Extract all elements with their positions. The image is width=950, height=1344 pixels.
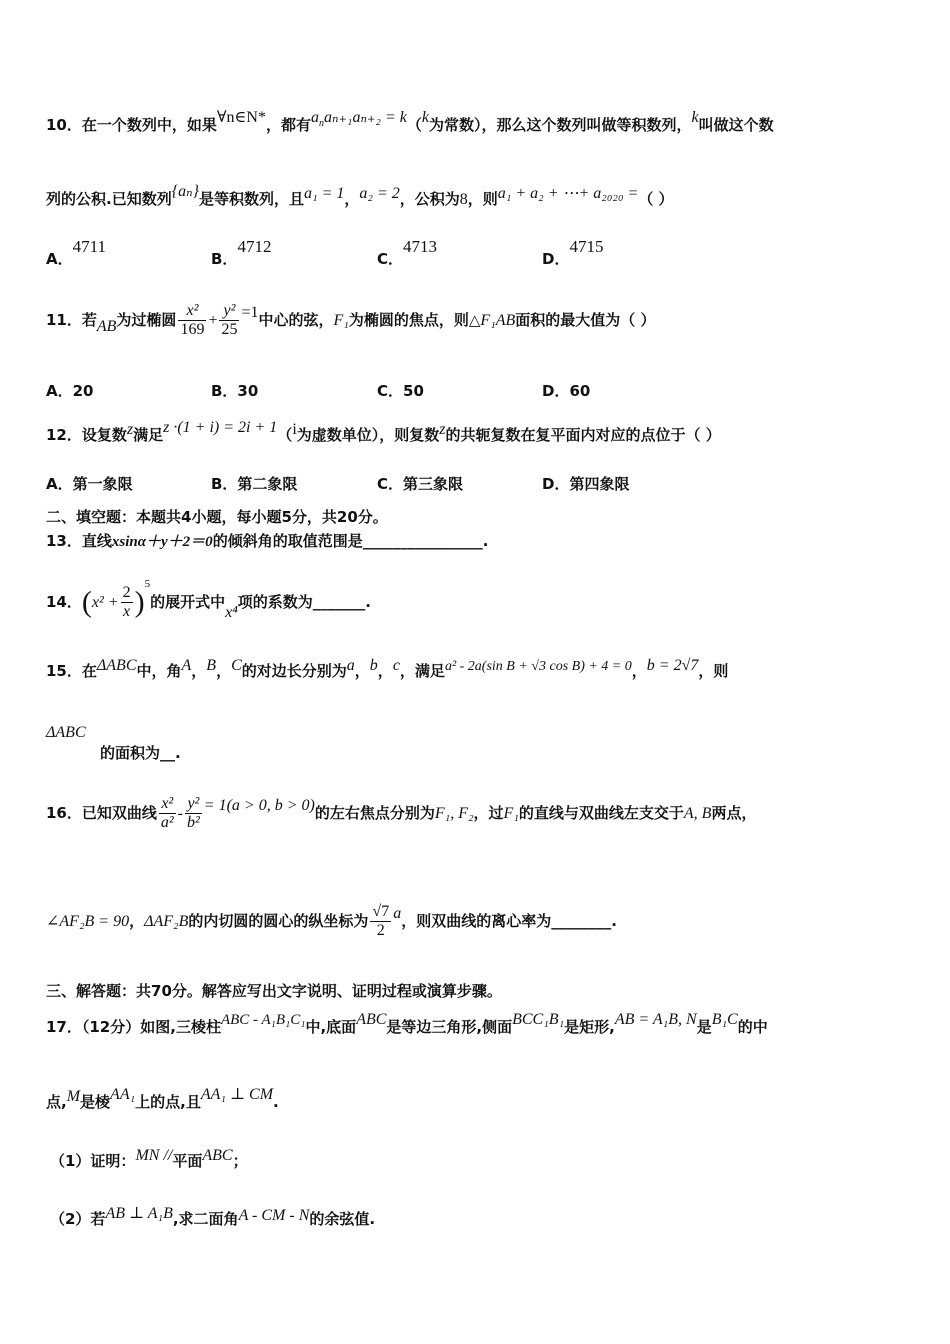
q15-tri-math: ΔABC [96, 657, 137, 674]
q12-option-b: B．第二象限 [211, 475, 298, 493]
q15-A-math: A [181, 657, 192, 674]
q10-seq-math: {aₙ} [171, 183, 199, 200]
q16-text: 的内切圆的圆心的纵坐标为 [188, 912, 369, 930]
q16-minus: - [177, 805, 183, 822]
q16-text: 两点， [711, 804, 757, 822]
q10-line1 [46, 109, 774, 141]
q17-text: 的余弦值. [309, 1210, 376, 1228]
q16-tri-math: ΔAF₂B [144, 913, 189, 930]
q10-text: ，公积为 [399, 190, 460, 208]
q11-eq: =1 [241, 304, 259, 321]
q16-angle-math: ∠AF₂B = 90 [46, 913, 130, 930]
q17-text: 是 [696, 1018, 712, 1036]
q15-cond-math: a² - 2a(sin B + √3 cos B) + 4 = 0 [444, 659, 632, 674]
q15-comma: ， [216, 662, 232, 680]
q14-x4-math: x⁴ [225, 604, 238, 621]
q17-text: （1）证明： [50, 1152, 136, 1170]
q11-text: 为过椭圆 [116, 311, 177, 329]
q15-B-math: B [206, 657, 217, 674]
q13-text: 的倾斜角的取值范围是________________. [212, 532, 489, 550]
q11-option-d: D．60 [542, 382, 591, 400]
q15-comma: ， [191, 662, 207, 680]
q17-perp-math: AA₁ ⊥ CM [200, 1086, 274, 1103]
q11-plus: + [208, 312, 218, 329]
q14-paren-right: ) [134, 585, 145, 619]
q17-text: ； [232, 1152, 248, 1170]
q17-text: 平面 [172, 1152, 203, 1170]
q10-sum-math: a₁ + a₂ + ⋯+ a₂₀₂₀ = [497, 185, 639, 202]
section3-heading: 三、解答题：共70分。解答应写出文字说明、证明过程或演算步骤。 [46, 982, 502, 1000]
q16-foci-math: F₁, F₂ [434, 805, 474, 822]
q10-option-a: A．4711 [46, 237, 106, 268]
q14-power: 5 [144, 578, 151, 590]
q17-prism-math: ABC - A₁B₁C₁ [220, 1012, 306, 1028]
q16-frac-x: $\frac{\text{x²}}{\text{a²}}$ [160, 795, 174, 831]
q16-eq-math: = 1(a > 0, b > 0) [203, 797, 315, 814]
q12-text: 12．设复数 [46, 426, 127, 444]
q17-line1 [46, 1011, 768, 1037]
q16-text: 的直线与双曲线左支交于 [518, 804, 684, 822]
q14-line [46, 574, 371, 627]
q10-text: ， [344, 190, 360, 208]
q15-comma: ， [354, 662, 370, 680]
q11-option-a: A．20 [46, 382, 94, 400]
q12-z-math: z [126, 421, 134, 438]
q11-option-c: C．50 [377, 382, 424, 400]
q17-text: 中,底面 [305, 1018, 357, 1036]
q10-text: ，则 [467, 190, 498, 208]
q15-text: ，则 [698, 662, 729, 680]
q16-line1 [46, 790, 756, 837]
q13-text: 13．直线 [46, 532, 112, 550]
q17-eq-math: AB = A₁B, N [614, 1011, 697, 1028]
q15-text: 15．在 [46, 662, 97, 680]
q14-text: 项的系数为_______. [237, 593, 371, 611]
q10-text: 是等积数列，且 [198, 190, 304, 208]
q16-ab-math: A, B [683, 805, 712, 822]
q13-expr: xsinα＋y＋2＝0 [111, 534, 213, 550]
q11-frac-x: $\frac{\text{x²}}{169}$ [180, 302, 205, 338]
q14-frac: $\frac{2}{x}$ [122, 584, 131, 620]
q15-c-math: c [392, 657, 400, 674]
q17-m-math: M [66, 1088, 81, 1105]
q10-text: （ ） [638, 190, 674, 208]
q11-text: 11．若 [46, 311, 97, 329]
q14-text: 14． [46, 593, 82, 611]
q16-f1-math: F₁ [503, 805, 519, 822]
q10-text: 叫做这个数 [698, 116, 774, 134]
q11-line [46, 300, 656, 341]
q10-option-b: B．4712 [211, 237, 272, 268]
q11-text: 中心的弦， [258, 311, 334, 329]
q12-line [46, 419, 721, 445]
q15-text: 的面积为__. [100, 744, 181, 762]
q11-text: 面积的最大值为（ ） [515, 311, 656, 329]
q16-frac-sqrt7: $\frac{√7}{2}$ [372, 903, 390, 939]
q14-text: 的展开式中 [150, 593, 226, 611]
q16-text: ，过 [473, 804, 504, 822]
q16-text: 16．已知双曲线 [46, 804, 157, 822]
q17-part1 [50, 1147, 248, 1171]
q17-b1c-math: B₁C [711, 1011, 738, 1028]
q10-k-math: k [691, 109, 699, 126]
q17-abc-math: ABC [202, 1147, 233, 1164]
q16-text: 的左右焦点分别为 [314, 804, 435, 822]
q15-line1 [46, 657, 729, 682]
q12-option-c: C．第三象限 [377, 475, 464, 493]
q17-text: 上的点,且 [135, 1093, 201, 1111]
q17-text: 是等边三角形,侧面 [386, 1018, 513, 1036]
q10-text: ，都有 [265, 116, 311, 134]
q17-text: 是棱 [80, 1093, 111, 1111]
q11-ab-math: AB [96, 318, 117, 335]
q10-line2 [46, 183, 674, 209]
q12-eq-math: z ·(1 + i) = 2i + 1 [163, 419, 278, 436]
q10-product-math: $a_na_{n+1}a_{n+2} = k$ [310, 109, 407, 130]
q14-expr-math: x² + [91, 594, 119, 611]
section2-heading: 二、填空题：本题共4小题，每小题5分，共20分。 [46, 508, 388, 526]
q15-text: 中，角 [136, 662, 182, 680]
q15-C-math: C [231, 657, 242, 674]
q17-part2 [50, 1205, 376, 1229]
q17-text: 的中 [737, 1018, 768, 1036]
q11-f1-math: F₁ [333, 312, 349, 329]
q14-paren-left: ( [81, 585, 92, 619]
q17-line2 [46, 1086, 279, 1112]
q10-text: 列的公积.已知数列 [46, 190, 172, 208]
q17-text: 17．（12分）如图,三棱柱 [46, 1018, 221, 1036]
q12-i-math: i [292, 421, 297, 438]
q10-a2-math: a₂ = 2 [359, 185, 400, 202]
q16-frac-y: $\frac{\text{y²}}{\text{b²}}$ [187, 795, 200, 831]
q10-8-math: 8 [459, 191, 468, 208]
q12-option-a: A．第一象限 [46, 475, 133, 493]
q16-text: ，则双曲线的离心率为________. [401, 912, 617, 930]
q16-text: ， [129, 912, 145, 930]
q16-line2 [46, 898, 617, 945]
q10-text: 为常数），那么这个数列叫做等积数列， [428, 116, 692, 134]
q15-bval-math: b = 2√7 [646, 657, 699, 674]
q17-text: （2）若 [50, 1210, 106, 1228]
q10-forall-math: ∀n∈N* [216, 109, 266, 126]
q15-comma: ， [631, 662, 647, 680]
q15-a-math: a [346, 657, 355, 674]
q10-k-math: k [421, 109, 429, 126]
q10-text: 10．在一个数列中，如果 [46, 116, 217, 134]
q17-text: ,求二面角 [172, 1210, 239, 1228]
q10-option-c: C．4713 [377, 237, 438, 268]
q17-mn-math: MN // [135, 1147, 173, 1164]
q12-text: 的共轭复数在复平面内对应的点位于（ ） [445, 426, 721, 444]
q11-f1ab-math: F₁AB [480, 312, 516, 329]
q17-text: 是矩形, [564, 1018, 615, 1036]
q10-option-d: D．4715 [542, 237, 604, 268]
q12-option-d: D．第四象限 [542, 475, 630, 493]
q15-text: ，满足 [399, 662, 445, 680]
q10-a1-math: a₁ = 1 [304, 185, 345, 202]
q11-text: 为椭圆的焦点，则△ [348, 311, 481, 329]
q17-abc-math: ABC [356, 1011, 387, 1028]
q12-text: 为虚数单位），则复数 [296, 426, 440, 444]
q17-bcc-math: BCC₁B₁ [512, 1011, 565, 1028]
q11-option-b: B．30 [211, 382, 259, 400]
q13-line [46, 532, 488, 551]
q11-frac-y: $\frac{\text{y²}}{25}$ [221, 302, 238, 338]
q12-z-math: z [439, 421, 446, 438]
q17-perp2-math: AB ⊥ A₁B [105, 1205, 173, 1222]
q15-b-math: b [369, 657, 378, 674]
q12-text: 满足 [133, 426, 164, 444]
q15-tri-math: ΔABC [46, 724, 86, 741]
q17-aa1-math: AA₁ [110, 1086, 136, 1103]
q10-text: （ [406, 116, 422, 134]
q12-text: （ [277, 426, 293, 444]
q15-line2 [46, 724, 181, 762]
q15-text: 的对边长分别为 [241, 662, 347, 680]
q16-a-math: a [393, 905, 402, 922]
q17-text: . [273, 1093, 279, 1111]
q17-text: 点, [46, 1093, 67, 1111]
q15-comma: ， [377, 662, 393, 680]
q17-dihedral-math: A - CM - N [238, 1207, 310, 1224]
